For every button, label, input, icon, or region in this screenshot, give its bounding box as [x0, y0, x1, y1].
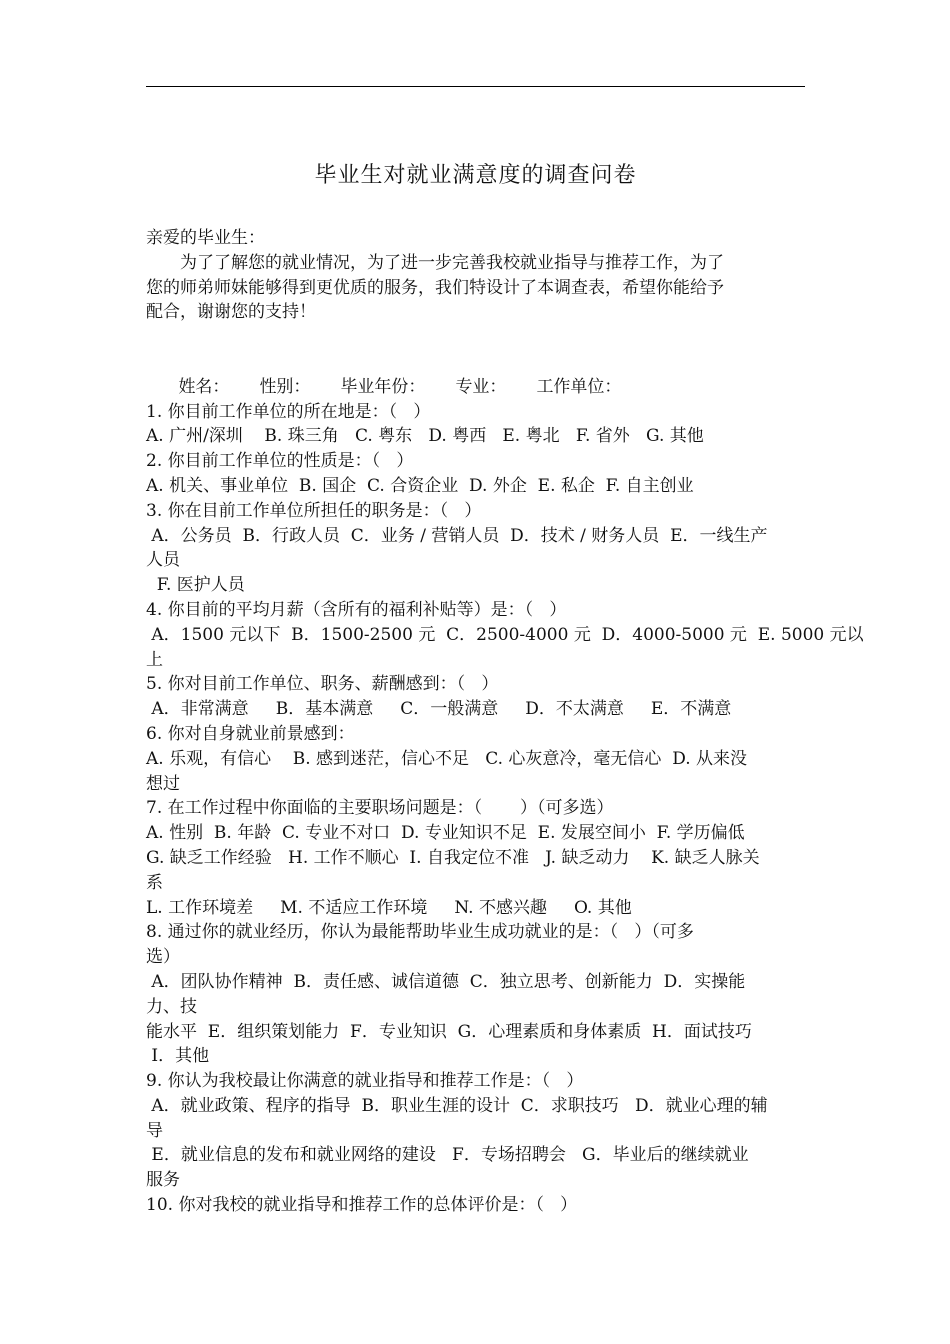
intro-line: 为了了解您的就业情况，为了进一步完善我校就业指导与推荐工作，为了	[180, 252, 724, 273]
greeting: 亲爱的毕业生：	[146, 228, 265, 248]
question-line: 3. 你在目前工作单位所担任的职务是：（ ）	[146, 500, 482, 521]
question-line: A．1500 元以下 B．1500-2500 元 C．2500-4000 元 D．4000-5000 元 E. 5000 元以	[146, 624, 864, 645]
personal-info-row	[146, 350, 806, 397]
question-line: F. 医护人员	[146, 575, 245, 596]
header-rule	[146, 86, 805, 87]
question-line: 能水平 E．组织策划能力 F．专业知识 G．心理素质和身体素质 H．面试技巧	[146, 1021, 752, 1042]
question-line: 2. 你目前工作单位的性质是：（ ）	[146, 451, 414, 472]
intro-line: 配合，谢谢您的支持！	[146, 302, 316, 323]
question-line: 9. 你认为我校最让你满意的就业指导和推荐工作是：（ ）	[146, 1071, 584, 1092]
question-line: A. 机关、事业单位 B. 国企 C. 合资企业 D. 外企 E. 私企 F. 自主创业	[146, 475, 694, 496]
question-line: 人员	[146, 550, 180, 571]
question-line: 服务	[146, 1170, 180, 1191]
question-line: A. 广州/深圳 B. 珠三角 C. 粤东 D. 粤西 E. 粤北 F. 省外 G. 其他	[146, 426, 704, 447]
question-line: A．非常满意 B．基本满意 C．一般满意 D．不太满意 E．不满意	[146, 699, 732, 720]
question-line: 系	[146, 872, 163, 893]
question-line: L. 工作环境差 M. 不适应工作环境 N. 不感兴趣 O. 其他	[146, 897, 632, 918]
question-line: A. 乐观，有信心 B. 感到迷茫，信心不足 C. 心灰意冷，毫无信心 D. 从来没	[146, 748, 748, 769]
question-list	[146, 400, 864, 1218]
info-field-grad-year: 毕业年份：	[340, 376, 426, 397]
question-line: I．其他	[146, 1046, 210, 1067]
question-line: A．就业政策、程序的指导 B．职业生涯的设计 C．求职技巧 D．就业心理的辅	[146, 1095, 768, 1116]
question-line: E．就业信息的发布和就业网络的建设 F．专场招聘会 G．毕业后的继续就业	[146, 1145, 749, 1166]
question-line: A．公务员 B．行政人员 C．业务 / 营销人员 D．技术 / 财务人员 E．一线生产	[146, 525, 768, 546]
question-line: 7. 在工作过程中你面临的主要职场问题是：（ ）（可多选）	[146, 798, 614, 819]
spacer	[146, 325, 806, 350]
question-line: 导	[146, 1120, 163, 1141]
question-line: A. 性别 B. 年龄 C. 专业不对口 D. 专业知识不足 E. 发展空间小 F. 学历偏低	[146, 823, 745, 844]
question-line: 10. 你对我校的就业指导和推荐工作的总体评价是：（ ）	[146, 1195, 578, 1216]
question-line: 6. 你对自身就业前景感到：	[146, 723, 355, 744]
document-body	[146, 226, 864, 1218]
intro-line: 您的师弟师妹能够得到更优质的服务，我们特设计了本调查表，希望你能给予	[146, 277, 724, 298]
info-field-major: 专业：	[455, 376, 507, 397]
info-field-gender: 性别：	[259, 376, 311, 397]
question-line: 力、技	[146, 996, 197, 1017]
question-line: 上	[146, 649, 163, 670]
question-line: 4. 你目前的平均月薪（含所有的福利补贴等）是：（ ）	[146, 599, 567, 620]
question-line: G. 缺乏工作经验 H. 工作不顺心 I. 自我定位不准 J. 缺乏动力 K. 缺乏人脉关	[146, 847, 760, 868]
question-line: 5. 你对目前工作单位、职务、薪酬感到：（ ）	[146, 674, 499, 695]
info-field-name: 姓名：	[178, 376, 230, 397]
question-line: 8. 通过你的就业经历，你认为最能帮助毕业生成功就业的是：（ ）（可多	[146, 922, 694, 943]
question-line: A．团队协作精神 B．责任感、诚信道德 C．独立思考、创新能力 D．实操能	[146, 971, 746, 992]
document-title: 毕业生对就业满意度的调查问卷	[314, 163, 637, 188]
question-line: 想过	[146, 773, 180, 794]
question-line: 1. 你目前工作单位的所在地是：（ ）	[146, 401, 431, 422]
question-line: 选）	[146, 947, 180, 968]
info-field-employer: 工作单位：	[536, 376, 622, 397]
